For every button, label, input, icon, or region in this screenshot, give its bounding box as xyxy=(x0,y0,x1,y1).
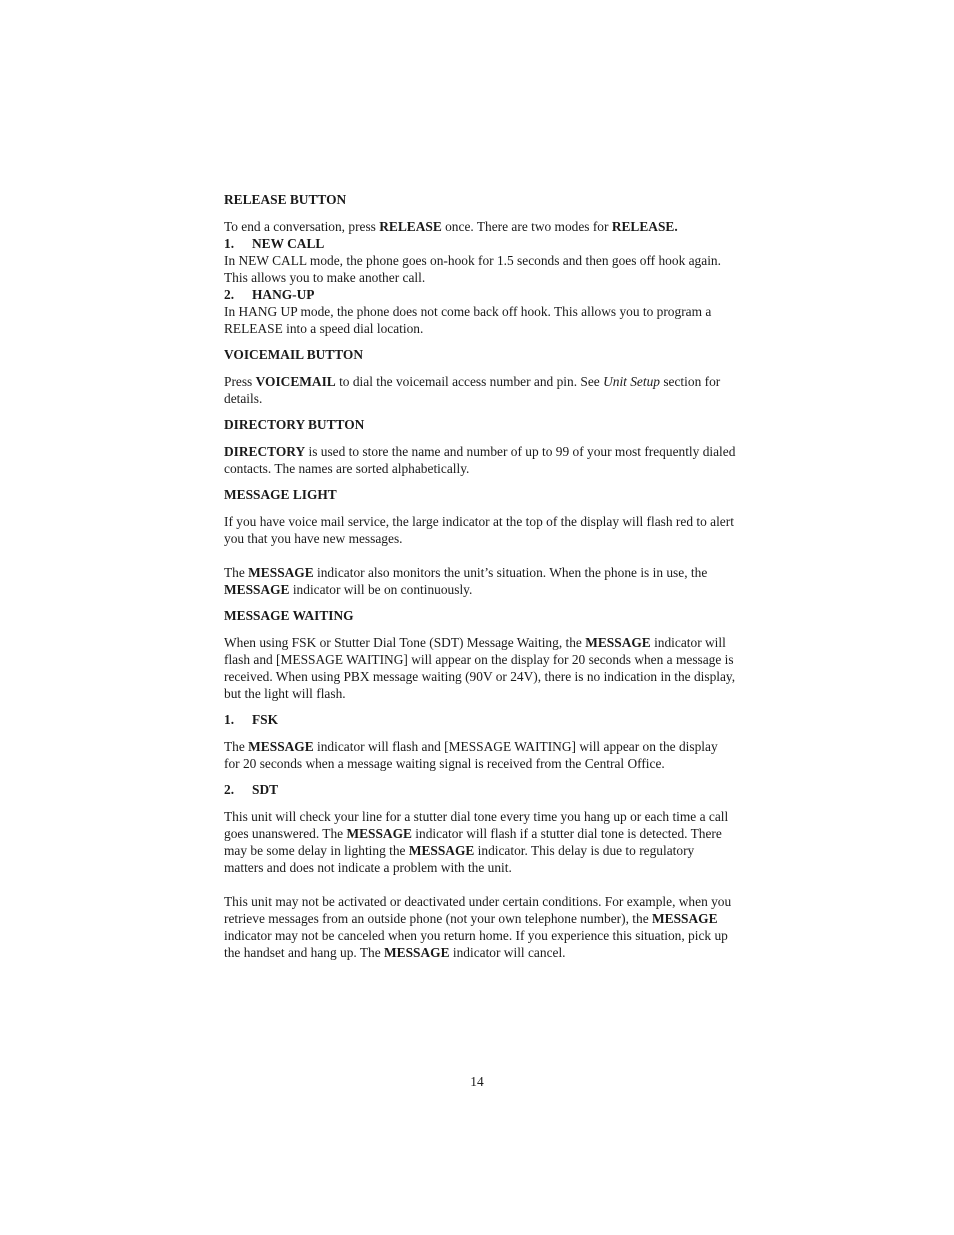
voicemail-text-1: Press xyxy=(224,374,256,389)
new-call-title: NEW CALL xyxy=(252,236,325,251)
ml-bold-1: MESSAGE xyxy=(248,565,314,580)
voicemail-text-3: section for details. xyxy=(224,374,721,406)
final-bold-1: MESSAGE xyxy=(652,911,718,926)
message-light-heading: MESSAGE LIGHT xyxy=(224,487,337,502)
release-button-heading: RELEASE BUTTON xyxy=(224,192,347,207)
ml-bold-2: MESSAGE xyxy=(224,582,290,597)
sdt-bold-1: MESSAGE xyxy=(346,826,412,841)
voicemail-text-2: to dial the voicemail access number and pin. See xyxy=(335,374,604,389)
fsk-bold-1: MESSAGE xyxy=(248,739,314,754)
unit-setup-reference: Unit Setup xyxy=(603,374,660,389)
sdt-paragraph xyxy=(224,808,736,876)
mw-bold-1: MESSAGE xyxy=(585,635,651,650)
voicemail-bold-1: VOICEMAIL xyxy=(255,374,336,389)
directory-text-1: is used to store the name and number of up to 99 of your most frequently dialed contacts. The names are sorted alphabetically. xyxy=(224,444,736,476)
fsk-paragraph xyxy=(224,738,736,772)
hang-up-number: 2. xyxy=(224,287,235,302)
message-waiting-heading: MESSAGE WAITING xyxy=(224,608,354,623)
final-paragraph xyxy=(224,893,736,961)
directory-bold-1: DIRECTORY xyxy=(224,444,306,459)
directory-button-heading: DIRECTORY BUTTON xyxy=(224,417,365,432)
hang-up-title: HANG-UP xyxy=(252,287,315,302)
release-intro-text-1: To end a conversation, press xyxy=(224,219,380,234)
message-waiting-paragraph xyxy=(224,634,736,702)
paragraph-gap xyxy=(224,547,736,564)
fsk-subheading xyxy=(224,711,736,728)
directory-paragraph xyxy=(224,443,736,477)
release-intro-bold-1: RELEASE xyxy=(379,219,442,234)
new-call-number: 1. xyxy=(224,236,235,251)
mw-text-1: When using FSK or Stutter Dial Tone (SDT) Message Waiting, the xyxy=(224,635,586,650)
ml-text-3: indicator will be on continuously. xyxy=(289,582,473,597)
page-number: 14 xyxy=(470,1074,484,1089)
fsk-number: 1. xyxy=(224,712,235,727)
hang-up-subheading xyxy=(224,286,736,303)
release-intro-text-2: once. There are two modes for xyxy=(441,219,612,234)
final-bold-2: MESSAGE xyxy=(384,945,450,960)
hang-up-text: In HANG UP mode, the phone does not come back off hook. This allows you to program a RELEASE into a speed dial location. xyxy=(224,304,712,336)
sdt-title: SDT xyxy=(252,782,279,797)
new-call-text: In NEW CALL mode, the phone goes on-hook for 1.5 seconds and then goes off hook again. This allows you to make another call. xyxy=(224,253,721,285)
message-light-paragraph-1: If you have voice mail service, the large indicator at the top of the display will flash red to alert you that you have new messages. xyxy=(224,514,734,546)
ml-text-1: The xyxy=(224,565,249,580)
release-intro xyxy=(224,218,736,235)
final-text-2: indicator may not be canceled when you return home. If you experience this situation, pick up the handset and hang up. The xyxy=(224,928,728,960)
fsk-title: FSK xyxy=(252,712,279,727)
fsk-text-2: indicator will flash and [MESSAGE WAITING] will appear on the display for 20 seconds when a message waiting signal is received from the Central Office. xyxy=(224,739,718,771)
final-text-1: This unit may not be activated or deactivated under certain conditions. For example, when you retrieve messages from an outside phone (not your own telephone number), the xyxy=(224,894,732,926)
mw-text-2: indicator will flash and [MESSAGE WAITING] will appear on the display for 20 seconds when a message is received. When using PBX message waiting (90V or 24V), there is no indication in the display, but the light will flash. xyxy=(224,635,736,701)
fsk-text-1: The xyxy=(224,739,249,754)
sdt-text-1: This unit will check your line for a stutter dial tone every time you hang up or each time a call goes unanswered. The xyxy=(224,809,729,841)
release-intro-bold-2: RELEASE. xyxy=(611,219,678,234)
final-text-3: indicator will cancel. xyxy=(449,945,566,960)
new-call-subheading xyxy=(224,235,736,252)
page-content xyxy=(224,191,736,961)
sdt-subheading xyxy=(224,781,736,798)
paragraph-gap xyxy=(224,876,736,893)
sdt-number: 2. xyxy=(224,782,235,797)
voicemail-paragraph xyxy=(224,373,736,407)
message-light-paragraph-2 xyxy=(224,564,736,598)
voicemail-button-heading: VOICEMAIL BUTTON xyxy=(224,347,363,362)
sdt-bold-2: MESSAGE xyxy=(408,843,475,858)
sdt-text-3: indicator. This delay is due to regulatory matters and does not indicate a problem with the unit. xyxy=(224,843,695,875)
ml-text-2: indicator also monitors the unit’s situation. When the phone is in use, the xyxy=(313,565,708,580)
sdt-text-2: indicator will flash if a stutter dial tone is detected. There may be some delay in lighting the xyxy=(224,826,722,858)
